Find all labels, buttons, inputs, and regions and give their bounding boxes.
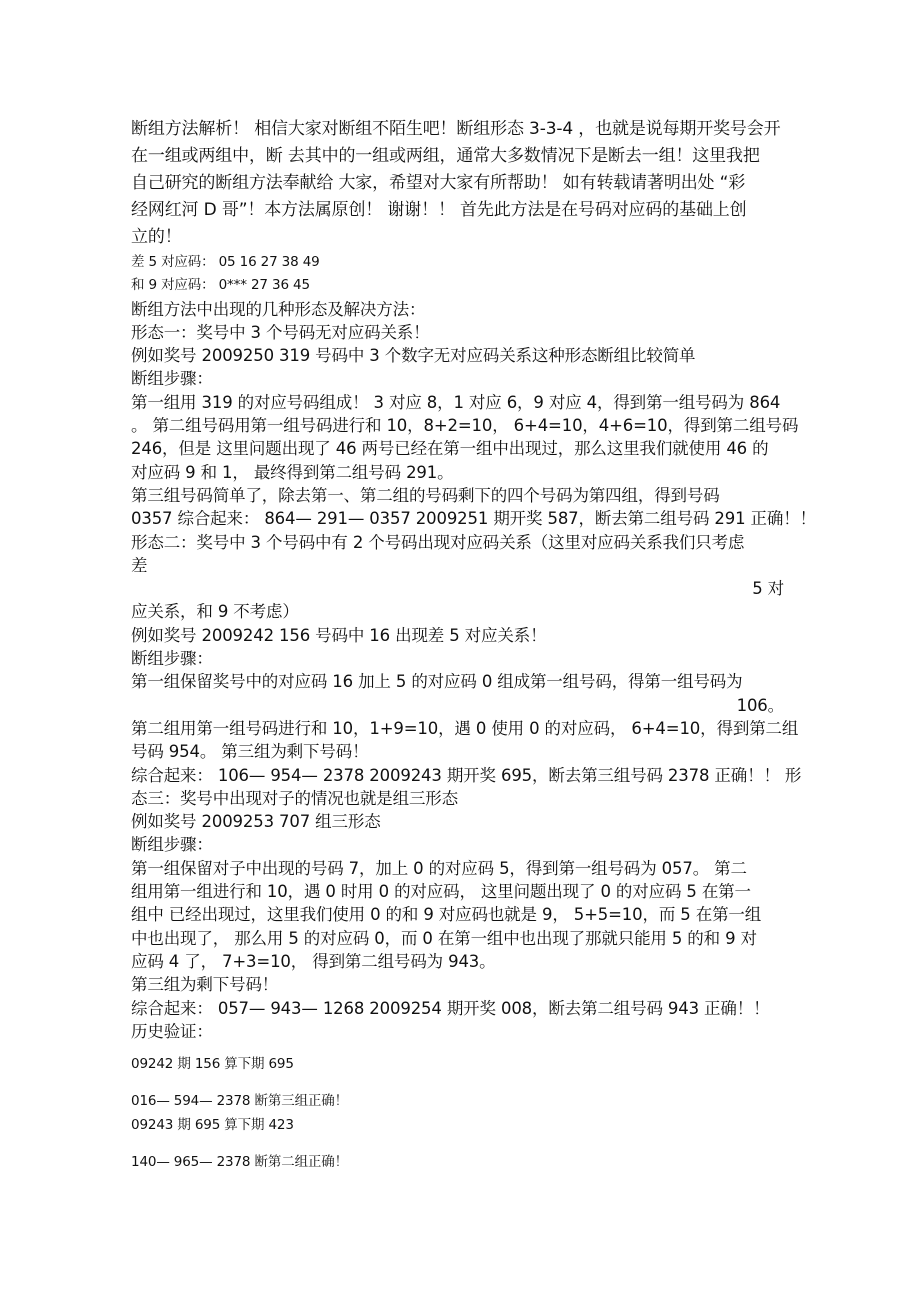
history-result: 016— 594— 2378 断第三组正确！ [131, 1093, 348, 1110]
steps-label: 断组步骤： [131, 369, 213, 389]
text-line: 应关系，和 9 不考虑） [131, 602, 299, 622]
text-line: 号码 954。 第三组为剩下号码！ [131, 742, 369, 762]
history-list [131, 1053, 796, 1174]
text-line: 中也出现了， 那么用 5 的对应码 0，而 0 在第一组中也出现了那就只能用 5 的和 9 对 [131, 928, 757, 948]
diff-5-pairs: 差 5 对应码： 05 16 27 38 49 [131, 254, 320, 270]
history-entry: 09242 期 156 算下期 695 [131, 1056, 294, 1073]
text-line: 例如奖号 2009253 707 组三形态 [131, 812, 381, 832]
text-line: 106。 [736, 695, 784, 715]
text-line: 第三组为剩下号码！ [131, 975, 279, 995]
text-line: 立的！ [131, 227, 182, 247]
text-line: 例如奖号 2009242 156 号码中 16 出现差 5 对应关系！ [131, 625, 547, 645]
steps-label: 断组步骤： [131, 649, 213, 669]
text-line: 差 [131, 555, 148, 575]
text-line: 第二组用第一组号码进行和 10，1+9=10，遇 0 使用 0 的对应码， 6+4=10，得到第二组 [131, 718, 799, 738]
pattern-one-heading: 形态一：奖号中 3 个号码无对应码关系！ [131, 322, 430, 342]
text-line: 第三组号码简单了，除去第一、第二组的号码剩下的四个号码为第四组，得到号码 [131, 485, 720, 505]
pattern-two-heading: 形态二：奖号中 3 个号码中有 2 个号码出现对应码关系（这里对应码关系我们只考虑 [131, 532, 745, 552]
text-line: 应码 4 了， 7+3=10， 得到第二组号码为 943。 [131, 951, 496, 971]
method-body [131, 298, 816, 1044]
text-line: 综合起来： 106— 954— 2378 2009243 期开奖 695，断去第三组号码 2378 正确！！ 形 [131, 765, 802, 785]
sum-9-pairs: 和 9 对应码： 0*** 27 36 45 [131, 277, 310, 294]
text-line: 第一组用 319 的对应号码组成！ 3 对应 8，1 对应 6，9 对应 4，得到第一组号码为 864 [131, 392, 781, 412]
section-heading: 断组方法中出现的几种形态及解决方法： [131, 299, 426, 319]
text-line: 综合起来： 057— 943— 1268 2009254 期开奖 008，断去第二组号码 943 正确！！ [131, 998, 770, 1018]
text-line: 组用第一组进行和 10，遇 0 时用 0 的对应码， 这里问题出现了 0 的对应码 5 在第一 [131, 882, 751, 902]
history-heading: 历史验证： [131, 1021, 213, 1041]
text-line: 0357 综合起来： 864— 291— 0357 2009251 期开奖 587，断去第二组号码 291 正确！！ [131, 509, 816, 529]
text-line: 例如奖号 2009250 319 号码中 3 个数字无对应码关系这种形态断组比较简单 [131, 346, 696, 366]
text-line: 对应码 9 和 1， 最终得到第二组号码 291。 [131, 462, 454, 482]
text-line: 断组方法解析！ 相信大家对断组不陌生吧！断组形态 3-3-4 ，也就是说每期开奖号会开 [131, 119, 781, 139]
intro-paragraph [131, 116, 796, 251]
pattern-three-heading: 态三：奖号中出现对子的情况也就是组三形态 [131, 788, 459, 808]
text-line: 组中 已经出现过，这里我们使用 0 的和 9 对应码也就是 9， 5+5=10，而 5 在第一组 [131, 905, 762, 925]
text-line: 246，但是 这里问题出现了 46 两号已经在第一组中出现过，那么这里我们就使用 46 的 [131, 439, 769, 459]
text-line: 第一组保留对子中出现的号码 7，加上 0 的对应码 5，得到第一组号码为 057。 第二 [131, 858, 747, 878]
text-line: 5 对 [752, 579, 784, 599]
steps-label: 断组步骤： [131, 835, 213, 855]
pair-codes [131, 251, 796, 298]
text-line: 第一组保留奖号中的对应码 16 加上 5 的对应码 0 组成第一组号码，得第一组号码为 [131, 672, 743, 692]
document-page [131, 116, 816, 1174]
text-line: 自己研究的断组方法奉献给 大家，希望对大家有所帮助！ 如有转载请著明出处 “彩 [131, 173, 746, 193]
history-entry: 09243 期 695 算下期 423 [131, 1116, 294, 1133]
history-result: 140— 965— 2378 断第二组正确！ [131, 1153, 348, 1170]
text-line: 在一组或两组中，断 去其中的一组或两组，通常大多数情况下是断去一组！这里我把 [131, 146, 760, 166]
text-line: 。 第二组号码用第一组号码进行和 10，8+2=10， 6+4=10，4+6=10，得到第二组号码 [131, 416, 799, 436]
text-line: 经网红河 D 哥”！本方法属原创！ 谢谢！！ 首先此方法是在号码对应码的基础上创 [131, 200, 747, 220]
